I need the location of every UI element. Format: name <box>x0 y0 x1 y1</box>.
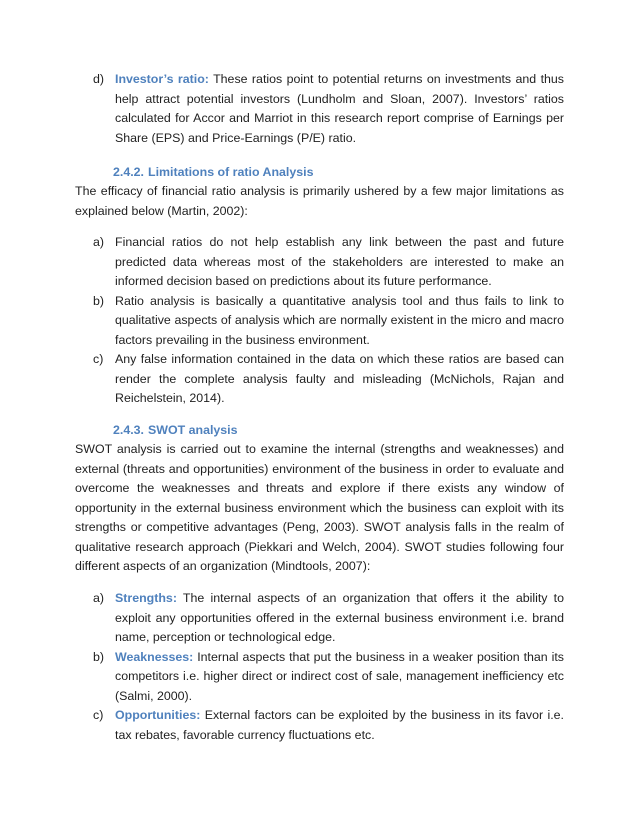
list-term: Opportunities: <box>115 708 201 722</box>
list-marker: b) <box>93 649 105 664</box>
list-term: Investor’s ratio: <box>115 72 209 86</box>
list-item <box>75 292 564 351</box>
list-item <box>75 70 564 148</box>
section-heading-swot <box>113 421 238 441</box>
investor-ratio-list <box>75 70 564 148</box>
list-text: External factors can be exploited by the business in its favor i.e. tax rebates, favorable currency fluctuations etc. <box>115 708 564 742</box>
list-text: Financial ratios do not help establish any link between the past and future predicted data whereas most of the stakeholders are interested to make an informed decision based on predictions about its future performance. <box>115 235 564 288</box>
list-term: Strengths: <box>115 591 177 605</box>
list-marker: b) <box>93 293 105 308</box>
list-marker: a) <box>93 235 105 249</box>
swot-list <box>75 589 564 745</box>
section-heading-limitations <box>113 163 313 183</box>
list-marker: c) <box>93 352 104 366</box>
list-item <box>75 233 564 292</box>
list-item <box>75 706 564 745</box>
list-text: These ratios point to potential returns on investments and thus help attract potential investors (Lundholm and Sloan, 2007). Investors’ ratios calculated for Accor and Marriot in this research report comprise of Earnings per Share (EPS) and Price-Earnings (P/E) ratio. <box>115 72 564 145</box>
limitations-intro-paragraph: The efficacy of financial ratio analysis is primarily ushered by a few major limitations as explained below (Martin, 2002): <box>75 184 564 218</box>
list-item <box>75 648 564 707</box>
swot-intro-paragraph: SWOT analysis is carried out to examine the internal (strengths and weaknesses) and external (threats and opportunities) environment of the business in order to evaluate and overcome the weaknesses and threats and explore if there exists any window of opportunity in the external business environment which the business can exploit with its strengths or competitive advantages (Peng, 2003). SWOT analysis falls in the realm of qualitative research approach (Piekkari and Welch, 2004). SWOT studies following four different aspects of an organization (Mindtools, 2007): <box>75 442 564 573</box>
section-title: SWOT analysis <box>148 423 238 437</box>
list-term: Weaknesses: <box>115 649 194 664</box>
list-text: Internal aspects that put the business in a weaker position than its competitors i.e. higher direct or indirect cost of sale, management inefficiency etc (Salmi, 2000). <box>115 649 564 703</box>
list-text: The internal aspects of an organization that offers it the ability to exploit any opportunities offered in the external business environment i.e. brand name, perception or technological edge. <box>115 591 564 644</box>
list-text: Any false information contained in the data on which these ratios are based can render the complete analysis faulty and misleading (McNichols, Rajan and Reichelstein, 2014). <box>115 352 564 405</box>
list-text: Ratio analysis is basically a quantitative analysis tool and thus fails to link to qualitative aspects of analysis which are normally existent in the micro and macro factors prevailing in the business environment. <box>115 293 564 347</box>
list-marker: a) <box>93 591 105 605</box>
section-number: 2.4.2. <box>113 165 145 179</box>
list-item <box>75 350 564 409</box>
list-marker: d) <box>93 72 105 86</box>
section-title: Limitations of ratio Analysis <box>148 165 314 179</box>
list-marker: c) <box>93 708 104 722</box>
limitations-list <box>75 233 564 409</box>
list-item <box>75 589 564 648</box>
section-number: 2.4.3. <box>113 423 145 437</box>
